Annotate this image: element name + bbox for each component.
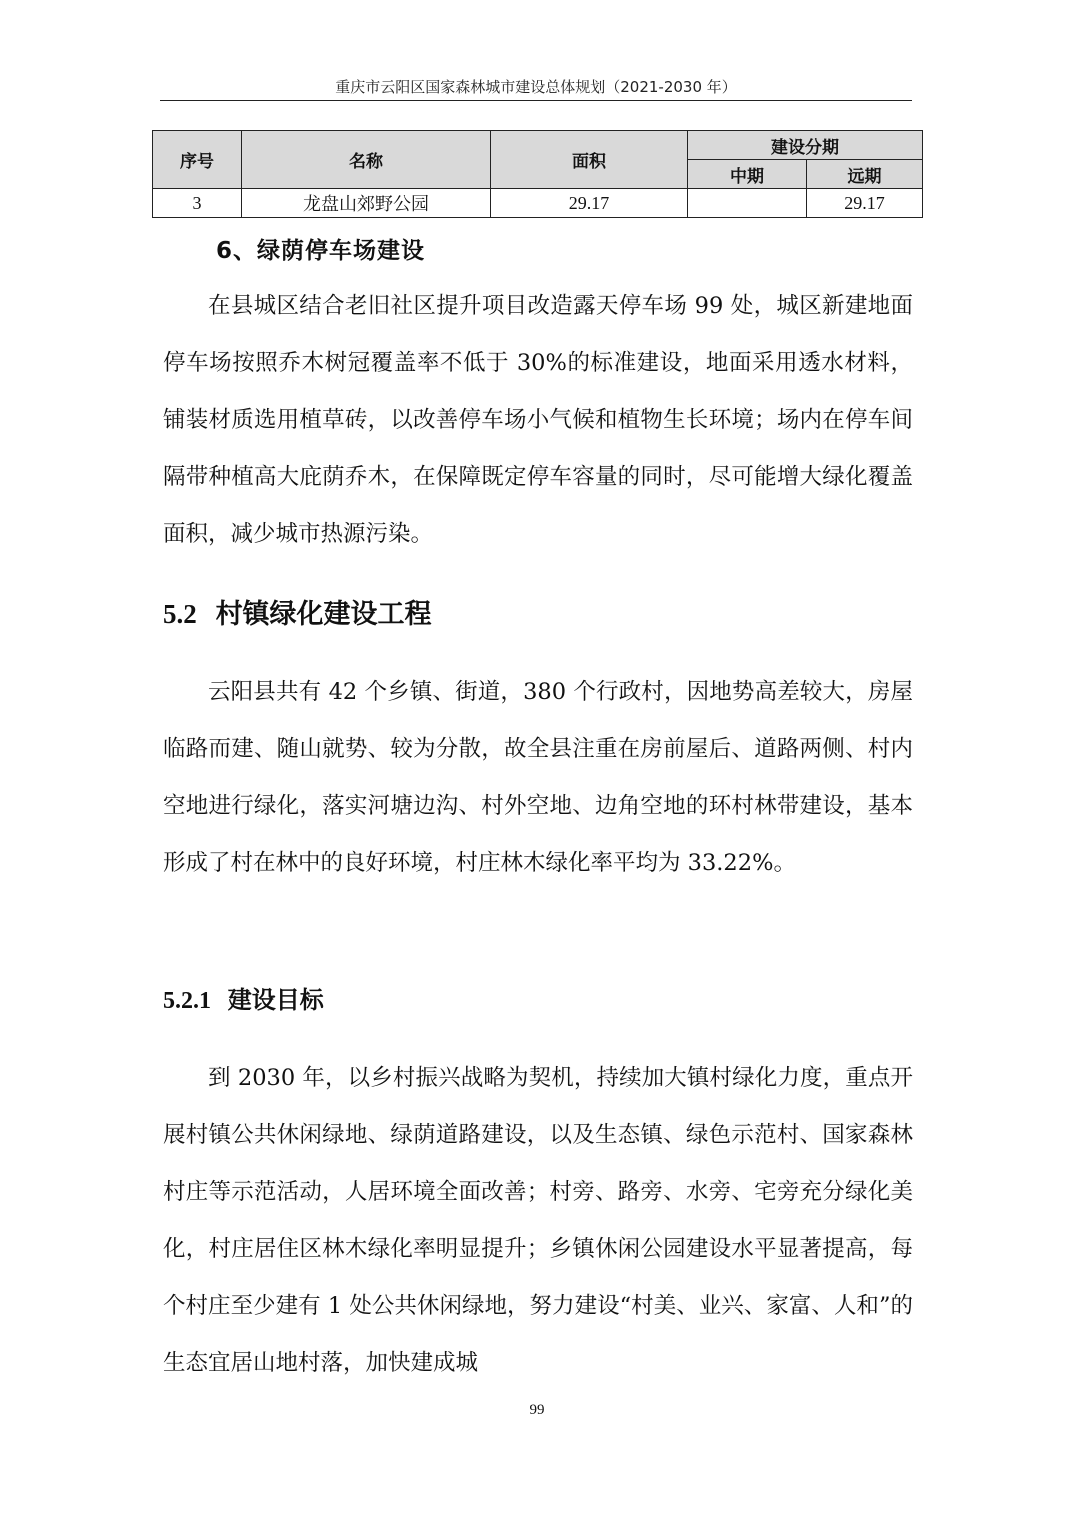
section-heading-5-2-1 <box>163 980 324 1015</box>
page-header-title: 重庆市云阳区国家森林城市建设总体规划（2021-2030 年） <box>335 78 737 96</box>
col-header-index: 序号 <box>153 131 242 189</box>
cell-index: 3 <box>153 189 242 218</box>
col-header-long: 远期 <box>807 160 923 189</box>
cell-area: 29.17 <box>491 189 688 218</box>
table-row <box>153 189 923 218</box>
section-heading-5-2 <box>163 592 432 631</box>
phase-table <box>152 130 923 218</box>
section-number: 5.2.1 <box>163 988 211 1014</box>
paragraph-village-status: 云阳县共有 42 个乡镇、街道，380 个行政村，因地势高差较大，房屋临路而建、随山就势、较为分散，故全县注重在房前屋后、道路两侧、村内空地进行绿化，落实河塘边沟、村外空地、边角空地的环村林带建设，基本形成了村在林中的良好环境，村庄林木绿化率平均为 33.22%。 <box>163 679 913 876</box>
section-title: 建设目标 <box>227 986 324 1014</box>
paragraph-goals: 到 2030 年，以乡村振兴战略为契机，持续加大镇村绿化力度，重点开展村镇公共休闲绿地、绿荫道路建设，以及生态镇、绿色示范村、国家森林村庄等示范活动，人居环境全面改善；村旁、路旁、水旁、宅旁充分绿化美化，村庄居住区林木绿化率明显提升；乡镇休闲公园建设水平显著提高，每个村庄至少建有 1 处公共休闲绿地，努力建设“村美、业兴、家富、人和”的生态宜居山地村落，加快建成城 <box>163 1065 913 1376</box>
paragraph-parking: 在县城区结合老旧社区提升项目改造露天停车场 99 处，城区新建地面停车场按照乔木树冠覆盖率不低于 30%的标准建设，地面采用透水材料，铺装材质选用植草砖，以改善停车场小气候和植物生长环境；场内在停车间隔带种植高大庇荫乔木，在保障既定停车容量的同时，尽可能增大绿化覆盖面积，减少城市热源污染。 <box>163 293 913 547</box>
col-header-area: 面积 <box>491 131 688 189</box>
cell-mid <box>688 189 807 218</box>
col-header-mid: 中期 <box>688 160 807 189</box>
section-title: 村镇绿化建设工程 <box>215 599 432 630</box>
col-header-name: 名称 <box>242 131 491 189</box>
col-header-phase: 建设分期 <box>688 131 923 160</box>
subheading-parking: 6、绿荫停车场建设 <box>216 238 426 264</box>
cell-long: 29.17 <box>807 189 923 218</box>
section-number: 5.2 <box>163 599 197 629</box>
header-divider <box>160 100 912 101</box>
cell-name: 龙盘山郊野公园 <box>242 189 491 218</box>
page-number: 99 <box>529 1402 545 1418</box>
